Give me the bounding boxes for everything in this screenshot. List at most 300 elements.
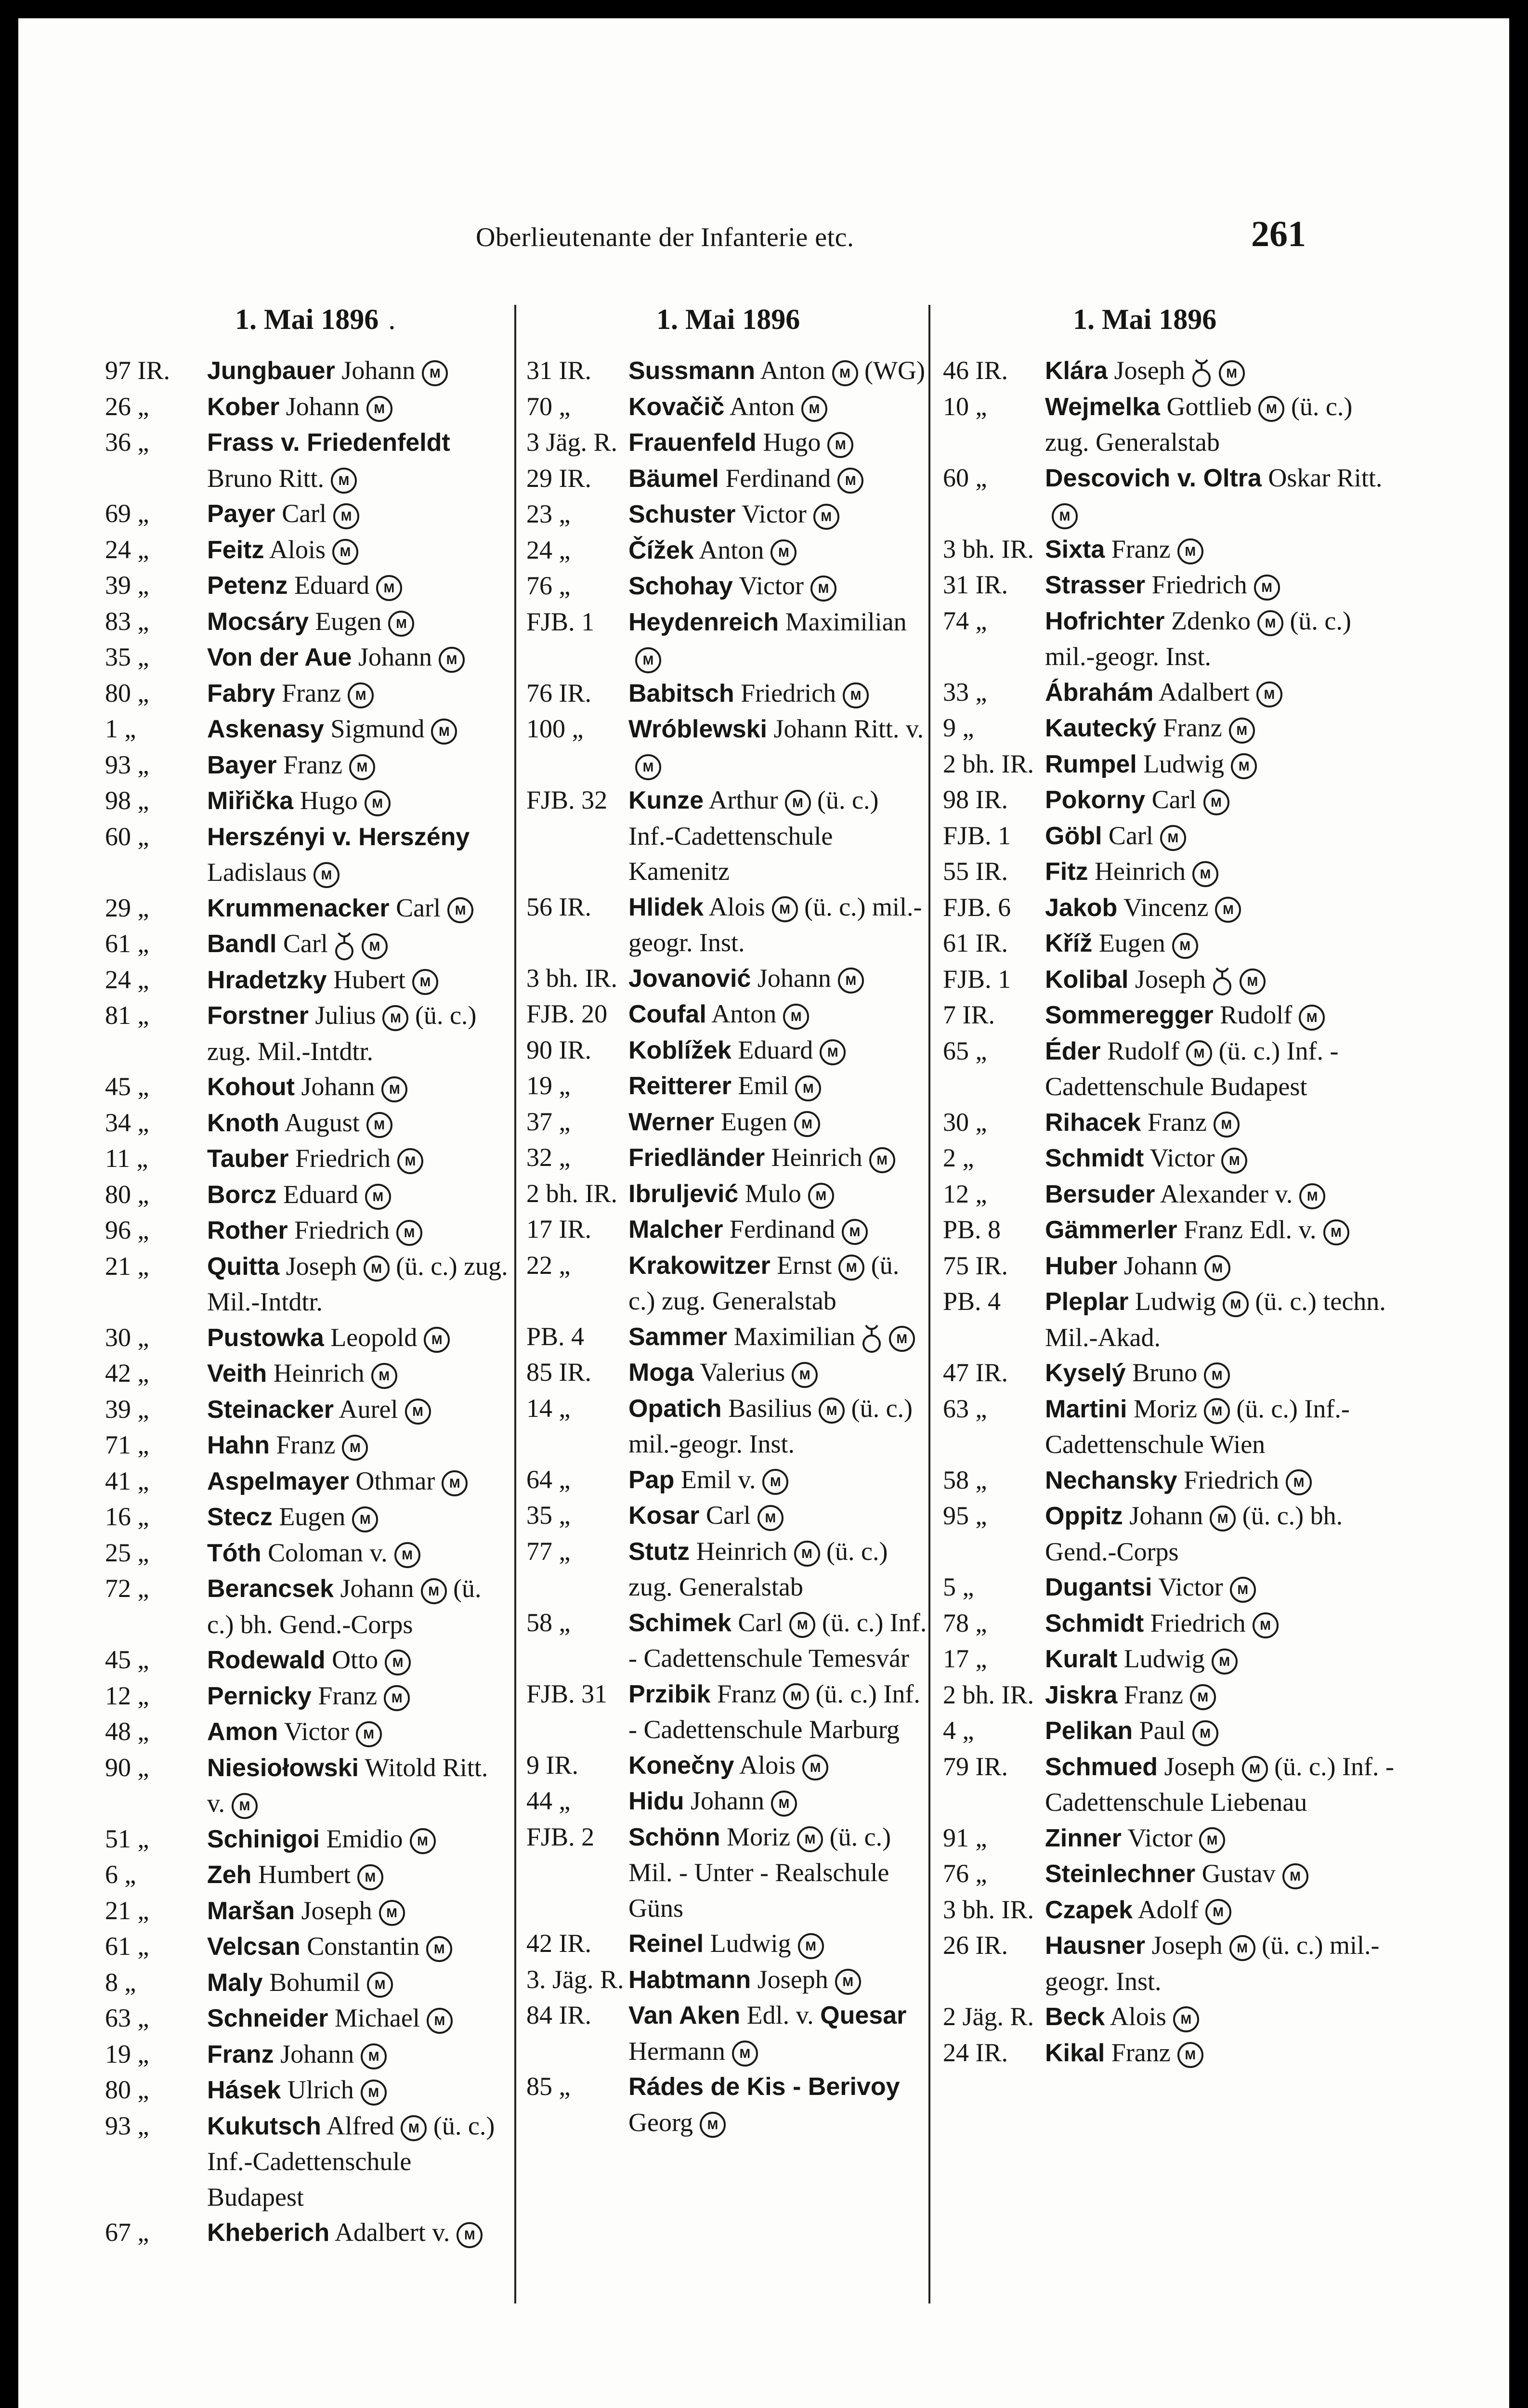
military-medal-icon: M: [1192, 1720, 1218, 1746]
unit-reference: 61 „: [105, 1932, 149, 1961]
roster-entry-przibik: [526, 1676, 928, 1748]
officer-name: [1045, 603, 1400, 675]
officer-name: [1045, 1641, 1400, 1677]
name-detail: Carl: [389, 893, 441, 922]
officer-name: [628, 1962, 928, 1998]
officer-name: [628, 1998, 928, 2069]
military-medal-icon: M: [1172, 933, 1198, 959]
officer-name: [628, 389, 928, 425]
roster-entry-koblizek: [526, 1033, 928, 1069]
name-detail: Johann: [751, 963, 831, 993]
roster-entry-hofrichter: [943, 603, 1400, 675]
unit-reference: 74 „: [943, 606, 987, 635]
officer-name: [1045, 1355, 1400, 1391]
officer-name: [207, 1177, 509, 1213]
officer-name: [207, 1821, 509, 1858]
surname: Veith: [207, 1360, 267, 1387]
military-medal-icon: M: [1192, 861, 1218, 887]
officer-name: [628, 1176, 928, 1212]
military-medal-icon: M: [808, 1183, 834, 1209]
surname: Bandl: [207, 930, 277, 958]
roster-entry-moga: [526, 1355, 928, 1391]
roster-entry-pustowka: [105, 1320, 509, 1356]
surname: Ibruljević: [628, 1179, 739, 1208]
officer-name: [1045, 460, 1400, 532]
officer-name: [207, 2001, 509, 2037]
officer-name: [1045, 1999, 1400, 2035]
unit-reference: 3 Jäg. R.: [526, 428, 617, 457]
name-detail: Joseph: [1145, 1931, 1223, 1960]
surname: Miřička: [207, 787, 294, 815]
officer-name: [1045, 1463, 1400, 1499]
unit-reference: FJB. 6: [943, 892, 1011, 922]
military-medal-icon: M: [801, 396, 827, 422]
roster-entry-payer: [105, 496, 509, 532]
name-detail: Franz: [311, 1681, 378, 1710]
unit-reference: 7 IR.: [943, 1000, 995, 1029]
officer-name: [207, 890, 509, 927]
officer-name: [628, 676, 928, 712]
page: [18, 18, 1509, 2408]
surname: Martini: [1045, 1395, 1127, 1423]
unit-reference: 32 „: [526, 1143, 571, 1172]
name-detail: Hugo: [293, 786, 358, 815]
military-medal-icon: M: [837, 468, 863, 494]
officer-name: [207, 1464, 509, 1500]
name-detail: Emidio: [320, 1824, 403, 1853]
name-detail: Maximilian: [779, 607, 907, 636]
military-medal-icon: M: [1254, 575, 1280, 601]
unit-reference: 21 „: [105, 1896, 149, 1925]
roster-entry-rades-de-kis-berivoy: [526, 2069, 928, 2140]
unit-reference: 16 „: [105, 1502, 149, 1531]
roster-entry-amon: [105, 1714, 509, 1750]
unit-reference: 75 IR.: [943, 1251, 1008, 1280]
military-medal-icon: M: [1210, 1505, 1236, 1531]
name-detail: Joseph: [279, 1251, 357, 1281]
name-detail: Hubert: [326, 965, 406, 994]
military-medal-icon: M: [426, 1936, 452, 1962]
officer-name: [628, 1104, 928, 1140]
roster-entry-huber: [943, 1248, 1400, 1284]
unit-reference: 90 IR.: [526, 1035, 591, 1064]
officer-name: [1045, 1105, 1400, 1141]
military-medal-icon: M: [457, 2222, 483, 2248]
roster-entry-stecz: [105, 1499, 509, 1535]
surname: Kolibal: [1045, 965, 1129, 994]
military-medal-icon: M: [772, 896, 798, 922]
surname: Payer: [207, 500, 275, 528]
roster-entry-veith: [105, 1356, 509, 1392]
surname: Rodewald: [207, 1646, 326, 1674]
surname: Kikal: [1045, 2039, 1105, 2067]
roster-entry-kosar: [526, 1498, 928, 1534]
surname: Čížek: [628, 536, 694, 564]
military-medal-icon: M: [732, 2041, 758, 2067]
roster-entry-herszenyi-v-herszeny: [105, 819, 509, 890]
roster-entry-knoth: [105, 1105, 509, 1141]
military-medal-icon: M: [1229, 1935, 1255, 1961]
roster-entry-jiskra: [943, 1677, 1400, 1714]
name-detail: Johann: [294, 1072, 375, 1101]
surname: Koblížek: [628, 1036, 731, 1064]
unit-reference: 93 „: [105, 750, 149, 779]
officer-name: [628, 533, 928, 569]
officer-name: [628, 1391, 928, 1462]
military-medal-icon: M: [342, 1435, 368, 1461]
officer-name: [1045, 1284, 1400, 1355]
military-medal-icon: M: [394, 1542, 420, 1568]
name-detail: Franz: [276, 750, 343, 779]
roster-entry-krakowitzer: [526, 1248, 928, 1319]
surname: Hlidek: [628, 893, 704, 921]
military-medal-icon: M: [1221, 1148, 1247, 1174]
surname: Kohout: [207, 1073, 295, 1101]
name-detail: Franz: [1156, 713, 1222, 742]
military-medal-icon: M: [798, 1933, 824, 1959]
military-medal-icon: M: [783, 1683, 809, 1709]
officer-name: [207, 1499, 509, 1535]
name-detail: Franz Edl. v.: [1177, 1215, 1317, 1244]
unit-reference: 10 „: [943, 392, 987, 421]
unit-reference: 69 „: [105, 499, 149, 528]
surname: Moga: [628, 1359, 694, 1387]
officer-name: [1045, 1928, 1400, 1999]
name-detail: Eugen: [272, 1502, 346, 1531]
surname: Schmued: [1045, 1753, 1158, 1781]
roster-entry-kysely: [943, 1355, 1400, 1391]
roster-entry-kriz: [943, 926, 1400, 962]
military-medal-icon: M: [382, 1005, 408, 1031]
military-medal-icon: M: [813, 504, 839, 530]
surname: Schneider: [207, 2004, 328, 2032]
roster-entry-fitz: [943, 854, 1400, 890]
military-medal-icon: M: [1204, 1255, 1230, 1281]
surname: Wejmelka: [1045, 393, 1160, 421]
unit-reference: 58 „: [526, 1608, 571, 1637]
unit-reference: 8 „: [105, 1967, 136, 1997]
unit-reference: FJB. 2: [526, 1822, 595, 1851]
roster-entry-rother: [105, 1213, 509, 1249]
name-detail: Franz: [1117, 1680, 1183, 1709]
surname: Kuralt: [1045, 1645, 1118, 1673]
unit-reference: 60 „: [105, 822, 149, 851]
officer-name: [628, 1068, 928, 1104]
officer-name: [207, 1069, 509, 1105]
unit-reference: 23 „: [526, 499, 571, 528]
officer-name: [1045, 1570, 1400, 1606]
unit-reference: 61 IR.: [943, 929, 1008, 957]
unit-reference: FJB. 1: [943, 821, 1011, 850]
roster-entry-martini: [943, 1391, 1400, 1463]
military-medal-icon: M: [1242, 1756, 1268, 1782]
military-medal-icon: M: [422, 360, 448, 386]
military-medal-icon: M: [333, 503, 359, 529]
unit-reference: 97 IR.: [105, 356, 170, 385]
unit-reference: 42 IR.: [526, 1929, 591, 1958]
roster-entry-niesio-owski: [105, 1750, 509, 1821]
officer-name: [207, 1320, 509, 1356]
unit-reference: 63 „: [105, 2003, 149, 2032]
surname: Stutz: [628, 1537, 690, 1566]
unit-reference: 41 „: [105, 1466, 149, 1495]
surname: Steinacker: [207, 1395, 334, 1424]
military-medal-icon: M: [889, 1326, 915, 1352]
military-medal-icon: M: [232, 1793, 258, 1819]
unit-reference: 58 „: [943, 1465, 987, 1494]
name-detail: Coloman v.: [261, 1538, 388, 1567]
roster-entry-kohout: [105, 1069, 509, 1105]
military-medal-icon: M: [1299, 1005, 1325, 1031]
name-detail: (ü. c.) zug. Mil.-Intdtr.: [207, 1251, 508, 1316]
unit-reference: 2 Jäg. R.: [943, 2002, 1034, 2031]
surname: Tóth: [207, 1539, 261, 1567]
military-medal-icon: M: [421, 1578, 447, 1604]
military-medal-icon: M: [366, 396, 392, 422]
unit-reference: 47 IR.: [943, 1358, 1008, 1387]
roster-entry-jakob: [943, 890, 1400, 926]
military-medal-icon: M: [835, 1969, 861, 1995]
unit-reference: 85 IR.: [526, 1358, 591, 1387]
surname: Dugantsi: [1045, 1573, 1152, 1601]
unit-reference: 79 IR.: [943, 1752, 1008, 1781]
name-detail: Johann: [684, 1786, 765, 1815]
roster-entry-frauenfeld: [526, 425, 928, 461]
officer-name: [628, 1033, 928, 1069]
unit-reference: 2 bh. IR.: [526, 1178, 617, 1208]
name-detail: Anton: [693, 535, 764, 564]
name-detail: Alexander v.: [1155, 1179, 1293, 1208]
unit-reference: 60 „: [943, 463, 987, 492]
military-medal-icon: M: [1204, 1398, 1230, 1424]
name-detail: Ernst: [770, 1250, 832, 1280]
name-detail: Joseph: [751, 1964, 828, 1994]
name-detail: (ü. c.) Mil. - Unter - Realschule Güns: [628, 1822, 891, 1923]
unit-reference: 26 „: [105, 392, 149, 421]
name-detail: Hugo: [756, 428, 821, 457]
name-detail: Victor: [735, 499, 807, 528]
officer-name: [1045, 2035, 1400, 2071]
roster-entry-petenz: [105, 568, 509, 604]
surname: Klára: [1045, 357, 1108, 385]
officer-name: [207, 1571, 509, 1642]
surname: Steinlechner: [1045, 1860, 1196, 1888]
roster-entry-steinacker: [105, 1392, 509, 1428]
military-medal-icon: M: [1204, 1362, 1230, 1388]
surname: Sussmann: [628, 357, 755, 385]
surname: Éder: [1045, 1037, 1101, 1065]
roster-entry-stutz: [526, 1534, 928, 1605]
unit-reference: 36 „: [105, 428, 149, 457]
military-medal-icon: M: [356, 1721, 382, 1747]
name-detail: Anton: [706, 999, 777, 1028]
surname: Mocsáry: [207, 607, 309, 636]
surname: Huber: [1045, 1252, 1118, 1280]
column-heading: [526, 295, 928, 353]
name-detail: Ferdinand: [723, 1215, 835, 1243]
military-medal-icon: M: [396, 1220, 422, 1246]
roster-entry-schmidt: [943, 1140, 1400, 1177]
unit-reference: 81 „: [105, 1001, 149, 1030]
unit-reference: 3 bh. IR.: [943, 534, 1034, 563]
surname: Van Aken: [628, 2002, 741, 2029]
roster-entry-czapek: [943, 1892, 1400, 1928]
officer-name: [207, 389, 509, 425]
roster-entry-eder: [943, 1034, 1400, 1105]
unit-reference: 61 „: [105, 929, 149, 958]
surname: Czapek: [1045, 1896, 1133, 1924]
roster-entry-jovanovic: [526, 961, 928, 997]
roster-entry-friedlander: [526, 1140, 928, 1176]
military-medal-icon: M: [364, 1256, 390, 1282]
roster-entry-kovacic: [526, 389, 928, 425]
unit-reference: 55 IR.: [943, 857, 1008, 886]
name-detail: Eugen: [714, 1107, 787, 1136]
unit-reference: 21 „: [105, 1251, 149, 1281]
military-medal-icon: M: [838, 1255, 864, 1281]
roster-entry-opatich: [526, 1391, 928, 1462]
military-medal-icon: M: [1203, 789, 1229, 815]
officer-name: [1045, 1749, 1400, 1820]
name-detail: Anton: [755, 356, 825, 385]
surname: Krummenacker: [207, 894, 390, 922]
name-detail: Johann: [1117, 1251, 1198, 1280]
name-detail: Sigmund: [324, 714, 425, 743]
officer-name: [1045, 997, 1400, 1034]
unit-reference: 12 „: [943, 1179, 987, 1208]
unit-reference: 44 „: [526, 1786, 571, 1815]
officer-name: [1045, 389, 1400, 460]
roster-entry-babitsch: [526, 676, 928, 712]
unit-reference: 93 „: [105, 2111, 149, 2140]
officer-name: [628, 2069, 928, 2140]
military-medal-icon: M: [1219, 360, 1245, 386]
name-detail: Friedrich: [288, 1144, 391, 1173]
column-1: [105, 295, 509, 2251]
roster-entry-rodewald: [105, 1642, 509, 1678]
name-detail: Victor: [278, 1717, 349, 1746]
name-detail: Ludwig: [1136, 749, 1225, 778]
surname: Amon: [207, 1718, 278, 1746]
name-detail: (ü. c.) zug. Generalstab: [628, 1536, 888, 1601]
officer-name: [207, 1392, 509, 1428]
name-detail: Friedrich: [734, 678, 836, 707]
name-detail: Gottlieb: [1160, 392, 1252, 421]
unit-reference: 19 „: [526, 1071, 571, 1100]
military-medal-icon: M: [427, 2008, 453, 2034]
roster-entry-schmidt: [943, 1606, 1400, 1642]
military-medal-icon: M: [843, 682, 869, 708]
roster-entry-tauber: [105, 1141, 509, 1177]
surname: Jovanović: [628, 964, 751, 993]
unit-reference: 48 „: [105, 1717, 149, 1746]
officer-name: [1045, 1677, 1400, 1714]
name-detail: Franz: [275, 678, 341, 707]
surname: Opatich: [628, 1394, 722, 1423]
name-detail: Adalbert: [1153, 677, 1250, 707]
name-detail: Aurel: [334, 1394, 398, 1424]
roster-entry-fabry: [105, 676, 509, 712]
unit-reference: PB. 8: [943, 1215, 1001, 1244]
roster-entry-marsan: [105, 1893, 509, 1929]
unit-reference: 39 „: [105, 571, 149, 600]
name-detail: Georg: [628, 2107, 693, 2137]
military-medal-icon: M: [1177, 2042, 1203, 2068]
roster-entry-krummenacker: [105, 890, 509, 927]
military-medal-icon: M: [331, 468, 357, 494]
roster-entry-hradetzky: [105, 962, 509, 998]
surname: Kheberich: [207, 2219, 330, 2247]
roster-entry-sussmann: [526, 353, 928, 389]
surname: Coufal: [628, 1000, 706, 1028]
military-medal-icon: M: [410, 1828, 436, 1854]
military-medal-icon: M: [1299, 1183, 1325, 1209]
officer-name: [207, 926, 509, 962]
officer-name: [207, 1714, 509, 1750]
military-medal-icon: M: [827, 432, 853, 458]
officer-name: [207, 1642, 509, 1678]
roster-entry-hlidek: [526, 890, 928, 961]
surname: Maly: [207, 1968, 263, 1997]
military-medal-icon: M: [361, 2080, 387, 2106]
surname: Frass v. Friedenfeldt: [207, 429, 450, 457]
name-detail: Alfred: [321, 2111, 394, 2140]
roster-entry-beck: [943, 1999, 1400, 2035]
roster-entry-hahn: [105, 1427, 509, 1464]
surname: Maršan: [207, 1897, 295, 1925]
name-detail: Friedrich: [1144, 1608, 1246, 1637]
officer-name: [628, 1248, 928, 1319]
roster-entry-schuster: [526, 497, 928, 533]
roster-entry-gobl: [943, 818, 1400, 854]
name-detail: Victor: [1152, 1572, 1223, 1601]
roster-entry-hidu: [526, 1783, 928, 1819]
name-detail: (ü. c.) mil.-geogr. Inst.: [628, 892, 922, 957]
officer-name: [207, 1356, 509, 1392]
name-detail: Johann: [334, 1574, 414, 1603]
name-detail: Carl: [275, 499, 327, 528]
officer-name: [207, 2072, 509, 2108]
name-detail: Franz: [710, 1679, 776, 1708]
military-medal-icon: M: [1230, 1577, 1256, 1603]
military-medal-icon: M: [332, 539, 358, 565]
roster-entry-von-der-aue: [105, 640, 509, 676]
name-detail: Hermann: [628, 2036, 725, 2066]
surname: Borcz: [207, 1180, 277, 1209]
name-detail: Rudolf: [1100, 1036, 1180, 1065]
roster-entry-sammer: [526, 1319, 928, 1355]
military-medal-icon: M: [794, 1541, 820, 1567]
roster-entry-kunze: [526, 783, 928, 890]
officer-name: [1045, 890, 1400, 926]
officer-name: [207, 1213, 509, 1249]
name-detail: Victor: [732, 571, 804, 600]
military-medal-icon: M: [384, 1685, 410, 1711]
name-detail: (ü. c.) Inf. - Cadettenschule Temesvár: [628, 1608, 927, 1673]
name-detail: Friedrich: [1145, 570, 1247, 599]
officer-name: [628, 1748, 928, 1784]
unit-reference: FJB. 20: [526, 999, 608, 1028]
roster-entry-miricka: [105, 783, 509, 819]
military-medal-icon: M: [1240, 968, 1266, 995]
unit-reference: 84 IR.: [526, 2001, 591, 2029]
unit-reference: 33 „: [943, 677, 987, 707]
surname: Werner: [628, 1108, 715, 1136]
officer-name: [1045, 746, 1400, 783]
officer-name: [207, 1893, 509, 1929]
unit-reference: 51 „: [105, 1824, 149, 1853]
name-detail: Moriz: [720, 1822, 791, 1851]
